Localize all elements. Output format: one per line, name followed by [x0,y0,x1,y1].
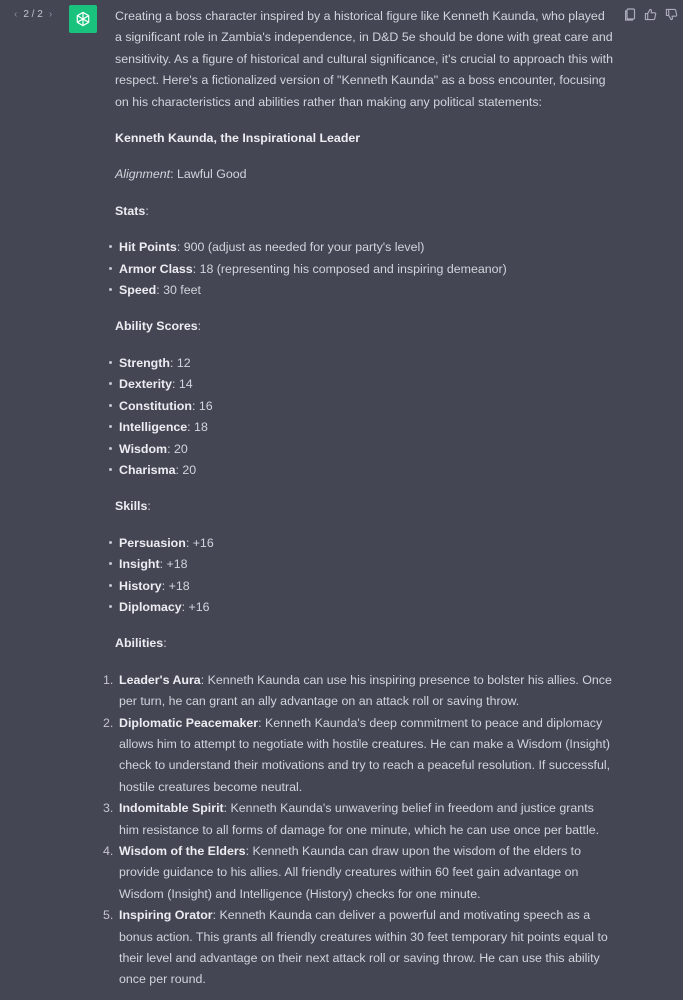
copy-button[interactable] [622,7,637,22]
list-item: 4. Wisdom of the Elders: Kenneth Kaunda can draw upon the wisdom of the elders to provide guidance to his allies. All friendly creatures within 60 feet gain advantage on Wisdom (Insight) and Intelligence (History) checks for one minute. [103,844,582,901]
list-item: 3. Indomitable Spirit: Kenneth Kaunda's unwavering belief in freedom and justice grants him resistance to all forms of damage for one minute, which he can use once per battle. [103,801,600,837]
list-item: Hit Points: 900 (adjust as needed for your party's level) [119,237,615,258]
list-item: Strength: 12 [119,353,615,374]
list-item: 2. Diplomatic Peacemaker: Kenneth Kaunda's deep commitment to peace and diplomacy allows him to attempt to negotiate with hostile creatures. He can make a Wisdom (Insight) check to understand their motivations and try to reach a peaceful resolution. If successful, hostile creatures become neutral. [103,715,611,794]
assistant-message [103,6,615,991]
list-item: Persuasion: +16 [119,533,615,554]
stats-heading: Stats: [115,203,149,218]
openai-logo-icon [74,10,92,28]
list-item: Armor Class: 18 (representing his composed and inspiring demeanor) [119,259,615,280]
assistant-avatar [69,5,97,33]
list-item: Insight: +18 [119,554,615,575]
response-pager [14,9,52,20]
list-item: Speed: 30 feet [119,280,615,301]
skills-heading: Skills: [115,499,151,514]
stats-list [115,237,615,301]
abilities-heading: Abilities: [115,636,167,651]
list-item: Dexterity: 14 [119,374,615,395]
thumbs-up-button[interactable] [643,7,658,22]
next-response-button[interactable]: › [48,9,53,20]
thumbs-down-button[interactable] [664,7,679,22]
ability-scores-heading: Ability Scores: [115,319,202,334]
list-item: 5. Inspiring Orator: Kenneth Kaunda can deliver a powerful and motivating speech as a bonus action. This grants all friendly creatures within 30 feet temporary hit points equal to their level and advantage on their next attack roll or saving throw. He can use this ability once per round. [103,908,608,987]
copy-icon [624,8,636,21]
list-item: Intelligence: 18 [119,417,615,438]
boss-title: Kenneth Kaunda, the Inspirational Leader [115,131,361,146]
thumbs-up-icon [644,8,657,21]
list-item: Charisma: 20 [119,460,615,481]
alignment-label: Alignment [115,167,171,182]
previous-response-button[interactable]: ‹ [14,9,18,20]
list-item: Constitution: 16 [119,396,615,417]
skills-list [115,533,615,619]
intro-paragraph: Creating a boss character inspired by a historical figure like Kenneth Kaunda, who played a significant role in Zambia's independence, in D&D 5e should be done with great care and sensitivity. As a figure of historical and cultural significance, it's crucial to approach this with respect. Here's a fictionalized version of "Kenneth Kaunda" as a boss encounter, focusing on his characteristics and abilities rather than making any political statements: [115,9,613,109]
list-item: Diplomacy: +16 [119,597,615,618]
list-item: Wisdom: 20 [119,439,615,460]
alignment-line [115,164,615,185]
list-item: History: +18 [119,576,615,597]
abilities-list [103,670,615,991]
list-item: 1. Leader's Aura: Kenneth Kaunda can use his inspiring presence to bolster his allies. Once per turn, he can grant an ally advantage on an attack roll or saving throw. [103,672,612,709]
alignment-value: : Lawful Good [170,167,247,182]
message-actions [622,7,679,22]
ability-scores-list [115,353,615,481]
thumbs-down-icon [665,8,678,21]
response-index: 2 / 2 [23,9,43,20]
